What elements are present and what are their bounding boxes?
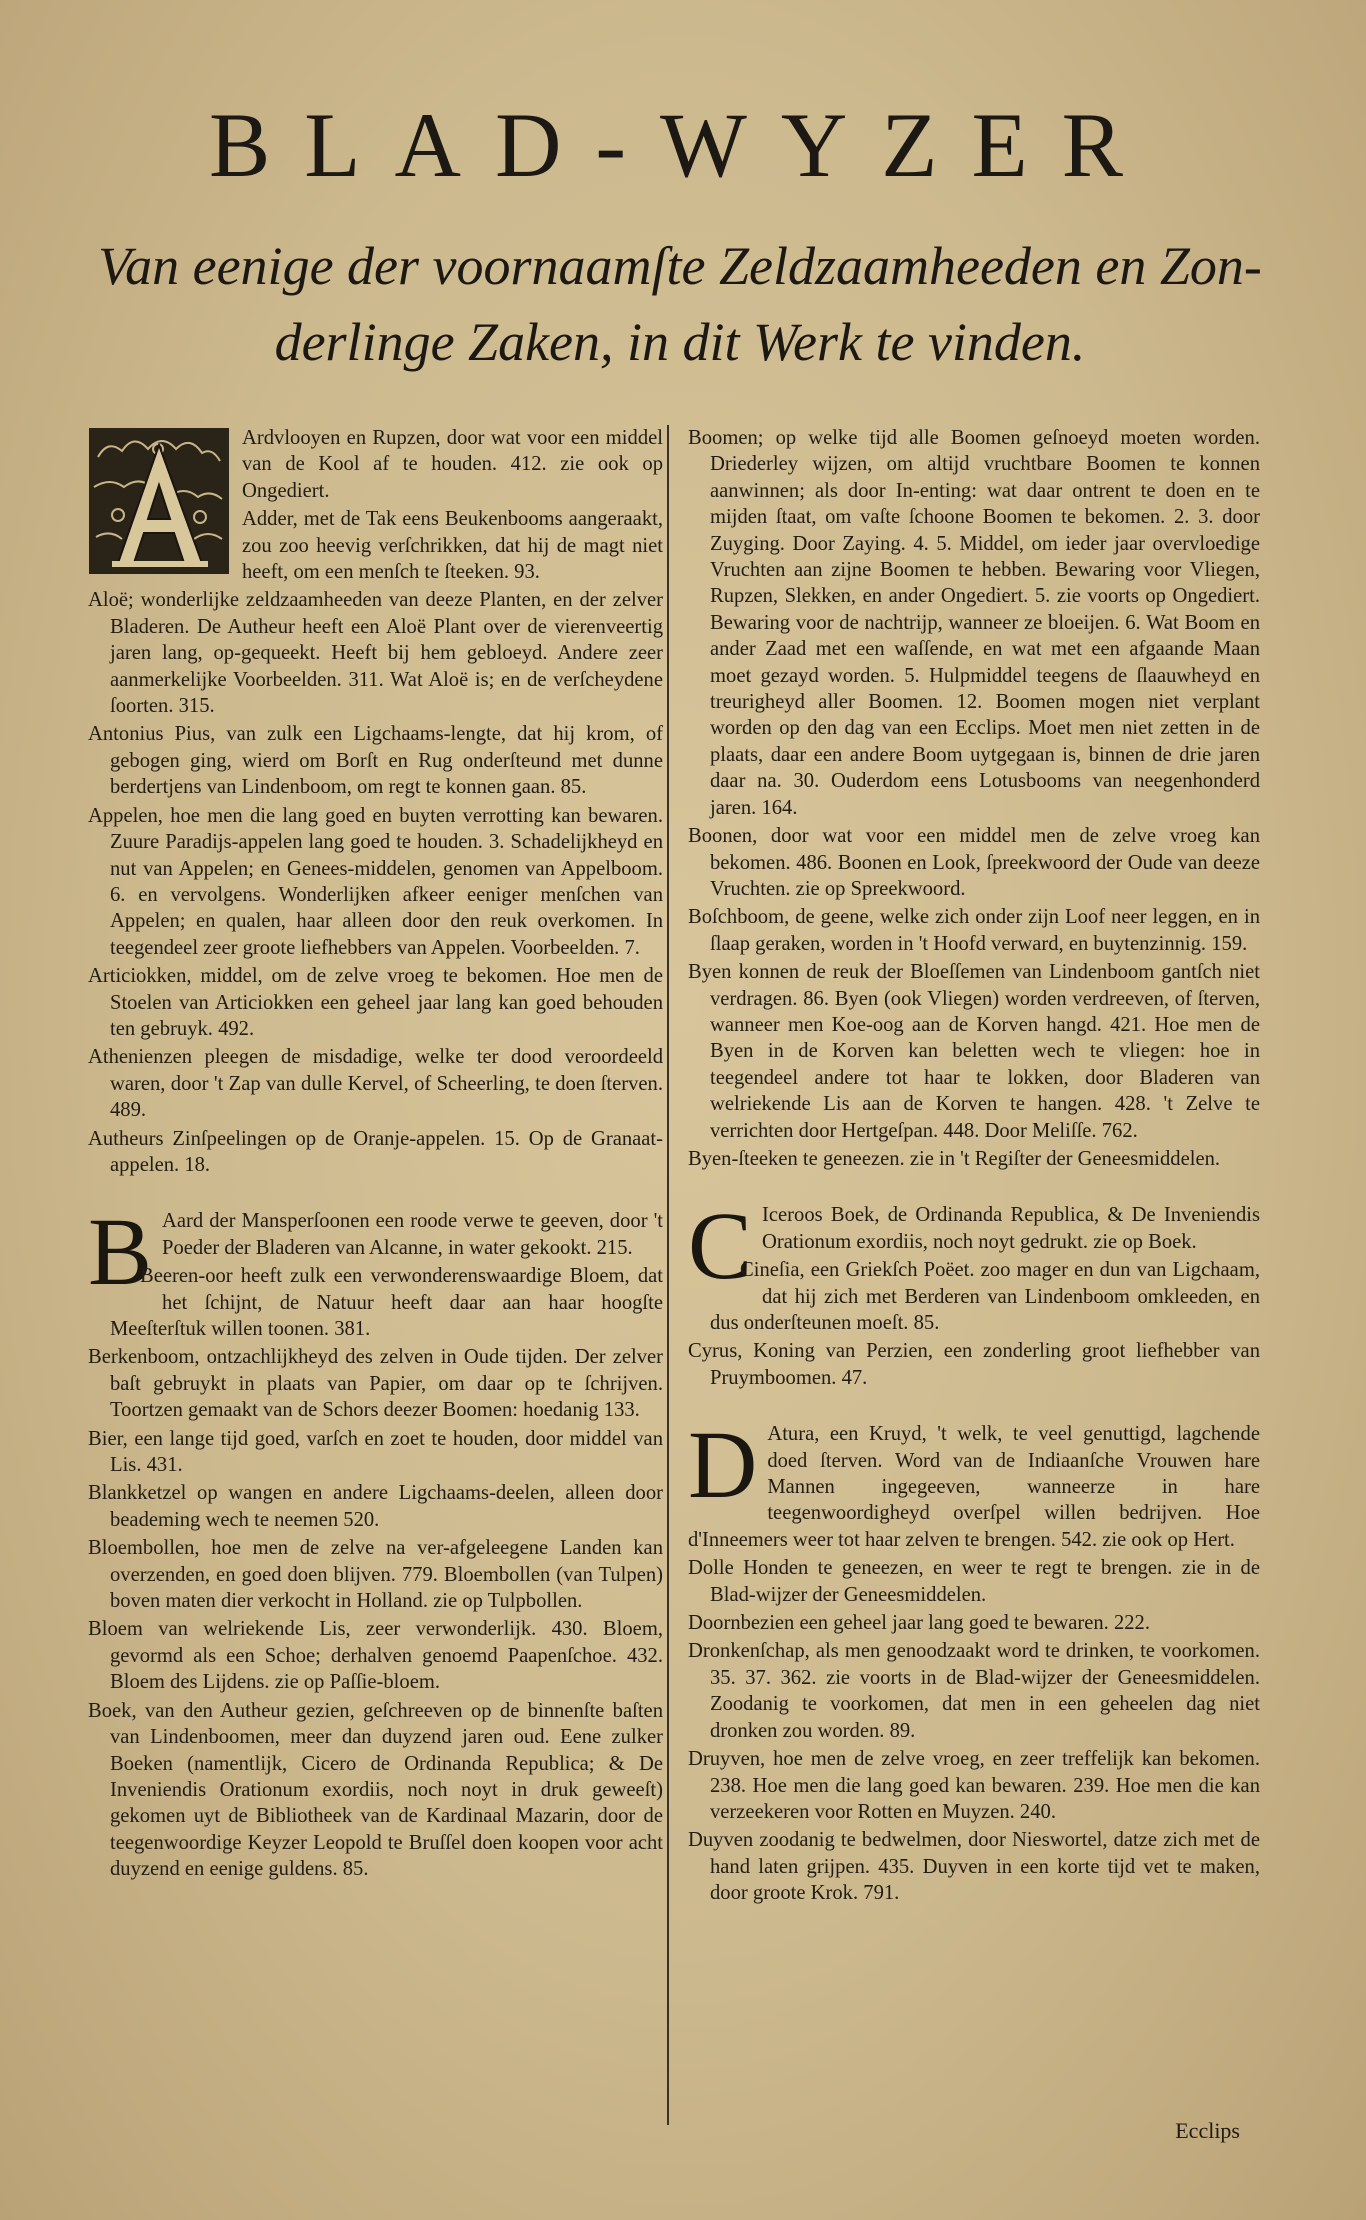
section-b <box>88 1198 663 1882</box>
index-entry: Bier, een lange tijd goed, varſch en zoet te houden, door middel van Lis. 431. <box>88 1427 663 1477</box>
index-entry: Duyven zoodanig te bedwelmen, door Nieswortel, datze zich met de hand laten grijpen. 435. Duyven in een korte tijd vet te maken, door groote Krok. 791. <box>688 1829 1260 1905</box>
section-b-continued <box>688 425 1260 1172</box>
index-entry: Dolle Honden te geneezen, en weer te regt te brengen. zie in de Blad-wijzer der Geneesmiddelen. <box>688 1557 1260 1606</box>
index-entry: Iceroos Boek, de Ordinanda Republica, & De Inveniendis Orationum exordiis, noch noyt gedrukt. zie op Boek. <box>762 1204 1260 1253</box>
section-d <box>688 1411 1260 1906</box>
index-entry: Boek, van den Autheur gezien, geſchreeven op de binnenſte baſten van Lindenboomen, meer dan duyzend jaren oud. Eene zulker Boeken (namentlijk, Cicero de Ordinanda Republica; & De Inveniendis Orationum exordiis, noch noyt in druk geweeſt) gekomen uyt de Bibliotheek van de Kardinaal Mazarin, door de teegenwoordige Keyzer Leopold te Bruſſel doen koopen voor acht duyzend en eenige guldens. 85. <box>88 1699 663 1881</box>
drop-cap-d: D <box>688 1411 758 1519</box>
index-entry: Cineſia, een Griekſch Poëet. zoo mager en dun van Ligchaam, dat hij zich met Berderen van Lindenboom omkleeden, en dus onderſteunen moeſt. 85. <box>710 1259 1260 1334</box>
index-entry: Blankketzel op wangen en andere Ligchaams-deelen, alleen door beademing wech te neemen 520. <box>88 1482 663 1531</box>
index-entry: Boonen, door wat voor een middel men de zelve vroeg kan bekomen. 486. Boonen en Look, ſpreekwoord der Oude van deeze Vruchten. zie op Spreekwoord. <box>688 825 1260 900</box>
index-entry: Druyven, hoe men de zelve vroeg, en zeer treffelijk kan bekomen. 238. Hoe men die lang goed kan bewaren. 239. Hoe men die kan verzeekeren voor Rotten en Muyzen. 240. <box>688 1748 1260 1823</box>
index-entry: Adder, met de Tak eens Beukenbooms aangeraakt, zou zoo heevig verſchrikken, dat hij de magt niet heeft, om een menſch te ſteeken. 93. <box>242 508 663 584</box>
index-entry: Antonius Pius, van zulk een Ligchaams-lengte, dat hij krom, of gebogen ging, wierd om Borſt en Rug onderſteund met dunne berdertjens van Lindenboom, om regt te konnen gaan. 85. <box>88 723 663 799</box>
ornamental-initial-a-icon <box>88 427 230 575</box>
page-title: BLAD-WYZER <box>208 94 1158 196</box>
index-entry: Athenienzen pleegen de misdadige, welke ter dood veroordeeld waren, door 't Zap van dulle Kervel, of Scheerling, te doen ſterven. 489. <box>88 1046 663 1122</box>
index-entry: Boſchboom, de geene, welke zich onder zijn Loof neer leggen, en in ſlaap geraken, worden in 't Hoofd verward, en buytenzinnig. 159. <box>688 906 1260 955</box>
subtitle-line-2: derlinge Zaken, in dit Werk te vinden. <box>274 312 1086 372</box>
index-entry: Aard der Mansperſoonen een roode verwe te geeven, door 't Poeder der Bladeren van Alcanne, in water gekookt. 215. <box>162 1210 663 1259</box>
drop-cap-b: B <box>88 1198 153 1306</box>
index-entry: Boomen; op welke tijd alle Boomen geſnoeyd moeten worden. Driederley wijzen, om altijd vruchtbare Boomen te konnen aanwinnen; als door In-enting: wat daar ontrent te doen en te mijden ſtaat, om vaſte ſchoone Boomen te bekomen. 2. 3. door Zuyging. Door Zaying. 4. 5. Middel, om ieder jaar overvloedige Vruchten aan zijne Boomen te hebben. Bewaring voor Vliegen, Rupzen, Slekken, en ander Ongediert. 5. zie voorts op Ongediert. Bewaring voor de nachtrijp, wanneer ze bloeijen. 6. Wat Boom en ander Zaad met een waſſende, en wat met een afgaande Maan moet gezayd worden. 5. Hulpmiddel teegens de ſlaauwheyd en treurigheyd aller Boomen. 12. Boomen mogen niet verplant worden op den dag van een Ecclips. Moet men niet zetten in de plaats, daar een andere Boom uytgegaan is, binnen de drie jaren daar na. 30. Ouderdom eens Lotusbooms van neegenhonderd jaren. 164. <box>688 427 1260 819</box>
catchword: Ecclips <box>1175 2118 1240 2143</box>
index-entry: Beeren-oor heeft zulk een verwonderenswaardige Bloem, dat het ſchijnt, de Natuur heeft daar aan haar hoogſte Meeſterſtuk willen toonen. 381. <box>110 1265 663 1340</box>
drop-cap-c: C <box>688 1192 753 1300</box>
index-entry: Byen-ſteeken te geneezen. zie in 't Regiſter der Geneesmiddelen. <box>688 1147 1221 1170</box>
page-subtitle <box>80 228 1280 380</box>
index-entry: Dronkenſchap, als men genoodzaakt word te drinken, te voorkomen. 35. 37. 362. zie voorts in de Blad-wijzer der Geneesmiddelen. Zoodanig te voorkomen, dat men in een geheelen dag niet dronken zou worden. 89. <box>688 1640 1260 1742</box>
section-c <box>688 1192 1260 1391</box>
index-entry: Doornbezien een geheel jaar lang goed te bewaren. 222. <box>688 1612 1151 1635</box>
index-entry: Byen konnen de reuk der Bloeſſemen van Lindenboom gantſch niet verdragen. 86. Byen (ook Vliegen) worden verdreeven, of ſterven, wanneer men Koe-oog aan de Korven hangd. 421. Hoe men de Byen in de Korven kan beletten wech te vliegen: hoe in teegendeel andere tot haar te lokken, door Bladeren van welriekende Lis aan de Korven te hangen. 428. 't Zelve te verrichten door Hertgeſpan. 448. Door Meliſſe. 762. <box>688 961 1260 1142</box>
index-entry: Berkenboom, ontzachlijkheyd des zelven in Oude tijden. Der zelver baſt gebruykt in plaats van Papier, om daar op te ſchrijven. Toortzen gemaakt van de Schors deezer Boomen: hoedanig 133. <box>88 1346 663 1422</box>
index-entry: Bloembollen, hoe men de zelve na ver-afgeleegene Landen kan overzenden, en goed doen blijven. 779. Bloembollen (van Tulpen) boven maten dier verkocht in Holland. zie op Tulpbollen. <box>88 1537 663 1613</box>
right-column <box>688 425 1260 1909</box>
index-entry: Cyrus, Koning van Perzien, een zonderling groot liefhebber van Pruymboomen. 47. <box>688 1340 1260 1389</box>
subtitle-line-1: Van eenige der voornaamſte Zeldzaamheeden en Zon- <box>98 236 1262 296</box>
index-entry: Bloem van welriekende Lis, zeer verwonderlijk. 430. Bloem, gevormd als een Schoe; derhalven genoemd Paapenſchoe. 432. Bloem des Lijdens. zie op Paſſie-bloem. <box>88 1618 663 1694</box>
section-a <box>88 425 663 1178</box>
index-entry: Autheurs Zinſpeelingen op de Oranje-appelen. 15. Op de Granaat-appelen. 18. <box>88 1127 663 1176</box>
left-column <box>88 425 663 1885</box>
index-entry: Articiokken, middel, om de zelve vroeg te bekomen. Hoe men de Stoelen van Articiokken een geheel jaar lang kan goed behouden ten gebruyk. 492. <box>88 965 663 1040</box>
index-entry: Aloë; wonderlijke zeldzaamheeden van deeze Planten, en der zelver Bladeren. De Autheur heeft een Aloë Plant over de vierenveertig jaren lang, op-gequeekt. Heeft bij hem gebloeyd. Andere zeer aanmerkelijke Voorbeelden. 311. Wat Aloë is; en de verſcheydene ſoorten. 315. <box>88 589 663 718</box>
column-divider <box>667 425 669 2125</box>
index-entry: Appelen, hoe men die lang goed en buyten verrotting kan bewaren. Zuure Paradijs-appelen lang goed te houden. 3. Schadelijkheyd en nut van Appelen; en Genees-middelen, genomen van Appelboom. 6. en vervolgens. Wonderlijken afkeer eeniger menſchen van Appelen; en qualen, haar alleen door den reuk overkomen. In teegendeel zeer groote liefhebbers van Appelen. Voorbeelden. 7. <box>88 804 663 959</box>
index-entry: Ardvlooyen en Rupzen, door wat voor een middel van de Kool af te houden. 412. zie ook op Ongediert. <box>242 427 663 502</box>
index-entry: Atura, een Kruyd, 't welk, te veel genuttigd, lagchende doed ſterven. Word van de Indiaanſche Vrouwen hare Mannen ingegeeven, wanneerze in hare teegenwoordigheyd overſpel willen bedrijven. Hoe d'Inneemers weer tot haar zelven te brengen. 542. zie ook op Hert. <box>688 1423 1260 1551</box>
